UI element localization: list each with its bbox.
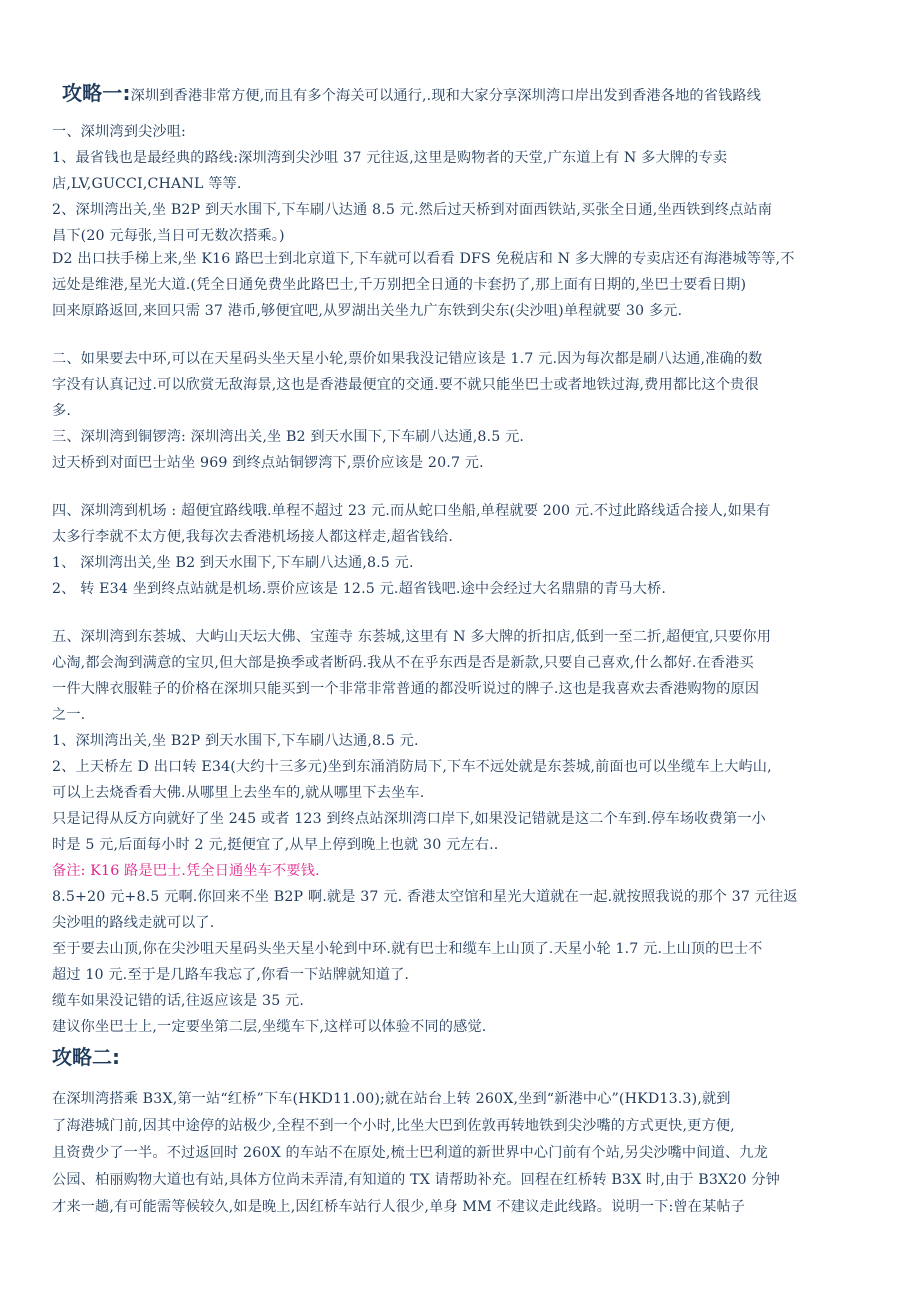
paragraph-line: 字没有认真记过.可以欣赏无敌海景,这也是香港最便宜的交通.要不就只能坐巴士或者地铁过海,费用都比这个贵很: [52, 377, 759, 393]
paragraph-line: 尖沙咀的路线走就可以了.: [52, 915, 215, 931]
strategy-one-label: 攻略一:: [62, 81, 131, 105]
paragraph-line: 可以上去烧香看大佛.从哪里上去坐车的,就从哪里下去坐车.: [52, 785, 425, 801]
paragraph-line: 多.: [52, 403, 71, 419]
paragraph-line: 公园、柏丽购物大道也有站,具体方位尚未弄清,有知道的 TX 请帮助补充。回程在红桥转 B3X 时,由于 B3X20 分钟: [52, 1172, 781, 1188]
paragraph-line: 太多行李就不太方便,我每次去香港机场接人都这样走,超省钱给.: [52, 529, 454, 545]
paragraph-line: 1、最省钱也是最经典的路线:深圳湾到尖沙咀 37 元往返,这里是购物者的天堂,广东道上有 N 多大牌的专卖: [52, 150, 728, 166]
paragraph-line: 店,LV,GUCCI,CHANL 等等.: [52, 176, 242, 192]
paragraph-line: 只是记得从反方向就好了坐 245 或者 123 到终点站深圳湾口岸下,如果没记错就是这二个车到.停车场收费第一小: [52, 811, 766, 827]
paragraph-line: 二、如果要去中环,可以在天星码头坐天星小轮,票价如果我没记错应该是 1.7 元.因为每次都是刷八达通,准确的数: [52, 351, 763, 367]
paragraph-line: 至于要去山顶,你在尖沙咀天星码头坐天星小轮到中环.就有巴士和缆车上山顶了.天星小轮 1.7 元.上山顶的巴士不: [52, 941, 763, 957]
strategy-one-title: [62, 80, 761, 109]
paragraph-line: 建议你坐巴士上,一定要坐第二层,坐缆车下,这样可以体验不同的感觉.: [52, 1019, 487, 1035]
paragraph-line: 2、深圳湾出关,坐 B2P 到天水围下,下车刷八达通 8.5 元.然后过天桥到对面西铁站,买张全日通,坐西铁到终点站南: [52, 202, 773, 218]
paragraph-line: 2、上天桥左 D 出口转 E34(大约十三多元)坐到东涌消防局下,下车不远处就是东荟城,前面也可以坐缆车上大屿山,: [52, 759, 772, 775]
paragraph-line: 一件大牌衣服鞋子的价格在深圳只能买到一个非常非常普通的都没听说过的牌子.这也是我喜欢去香港购物的原因: [52, 681, 760, 697]
paragraph-line: 心淘,都会淘到满意的宝贝,但大部是换季或者断码.我从不在乎东西是否是新款,只要自己喜欢,什么都好.在香港买: [52, 655, 754, 671]
paragraph-line: 超过 10 元.至于是几路车我忘了,你看一下站牌就知道了.: [52, 967, 410, 983]
paragraph-line: 远处是维港,星光大道.(凭全日通免费坐此路巴士,千万别把全日通的卡套扔了,那上面有日期的,坐巴士要看日期): [52, 277, 747, 293]
paragraph-line: 了海港城门前,因其中途停的站极少,全程不到一个小时,比坐大巴到佐敦再转地铁到尖沙嘴的方式更快,更方便,: [52, 1118, 735, 1134]
paragraph-line: 2、 转 E34 坐到终点站就是机场.票价应该是 12.5 元.超省钱吧.途中会经过大名鼎鼎的青马大桥.: [52, 581, 666, 597]
note-line: 备注: K16 路是巴士.凭全日通坐车不要钱.: [52, 863, 320, 879]
paragraph-line: 1、深圳湾出关,坐 B2P 到天水围下,下车刷八达通,8.5 元.: [52, 733, 419, 749]
paragraph-line: 缆车如果没记错的话,往返应该是 35 元.: [52, 993, 305, 1009]
paragraph-line: 且资费少了一半。不过返回时 260X 的车站不在原处,梳士巴利道的新世界中心门前有个站,另尖沙嘴中间道、九龙: [52, 1145, 768, 1161]
paragraph-line: 一、深圳湾到尖沙咀:: [52, 124, 186, 140]
paragraph-line: 回来原路返回,来回只需 37 港币,够便宜吧,从罗湖出关坐九广东铁到尖东(尖沙咀)单程就要 30 多元.: [52, 303, 683, 319]
paragraph-line: 8.5+20 元+8.5 元啊.你回来不坐 B2P 啊.就是 37 元. 香港太空馆和星光大道就在一起.就按照我说的那个 37 元往返: [52, 889, 798, 905]
paragraph-line: 昌下(20 元每张,当日可无数次搭乘。): [52, 228, 285, 244]
paragraph-line: 四、深圳湾到机场 : 超便宜路线哦.单程不超过 23 元.而从蛇口坐船,单程就要 200 元.不过此路线适合接人,如果有: [52, 503, 771, 519]
paragraph-line: 五、深圳湾到东荟城、大屿山天坛大佛、宝莲寺 东荟城,这里有 N 多大牌的折扣店,低到一至二折,超便宜,只要你用: [52, 629, 772, 645]
paragraph-line: D2 出口扶手梯上来,坐 K16 路巴士到北京道下,下车就可以看看 DFS 免税店和 N 多大牌的专卖店还有海港城等等,不: [52, 251, 795, 267]
paragraph-line: 1、 深圳湾出关,坐 B2 到天水围下,下车刷八达通,8.5 元.: [52, 555, 414, 571]
paragraph-line: 时是 5 元,后面每小时 2 元,挺便宜了,从早上停到晚上也就 30 元左右..: [52, 837, 499, 853]
paragraph-line: 过天桥到对面巴士站坐 969 到终点站铜锣湾下,票价应该是 20.7 元.: [52, 455, 484, 471]
strategy-one-intro: 深圳到香港非常方便,而且有多个海关可以通行,.现和大家分享深圳湾口岸出发到香港各地的省钱路线: [130, 88, 762, 104]
paragraph-line: 才来一趟,有可能需等候较久,如是晚上,因红桥车站行人很少,单身 MM 不建议走此线路。说明一下:曾在某帖子: [52, 1199, 746, 1215]
paragraph-line: 在深圳湾搭乘 B3X,第一站“红桥”下车(HKD11.00);就在站台上转 260X,坐到“新港中心”(HKD13.3),就到: [52, 1091, 731, 1107]
paragraph-line: 之一.: [52, 707, 86, 723]
strategy-two-title: 攻略二:: [52, 1045, 120, 1069]
paragraph-line: 三、深圳湾到铜锣湾: 深圳湾出关,坐 B2 到天水围下,下车刷八达通,8.5 元.: [52, 429, 525, 445]
